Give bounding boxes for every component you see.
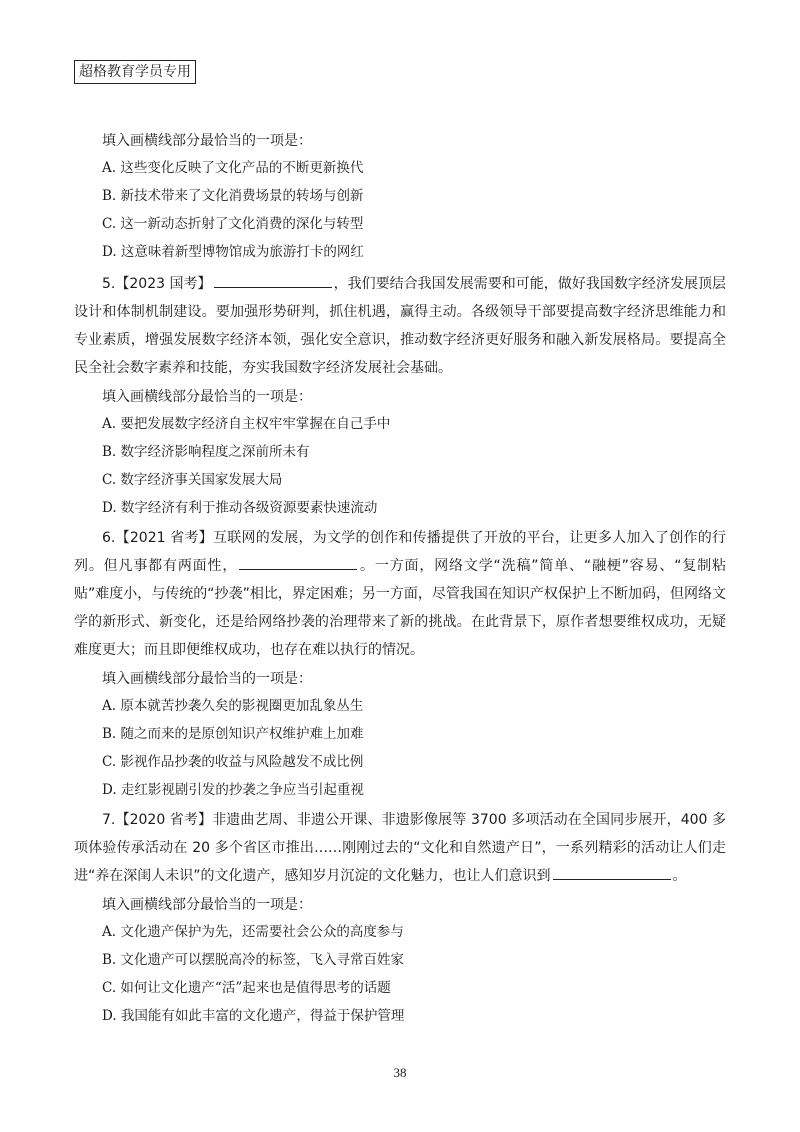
option-a: A. 文化遗产保护为先，还需要社会公众的高度参与 [102,924,404,940]
answer-blank [553,865,671,880]
question-prompt: 填入画横线部分最恰当的一项是： [102,133,312,149]
option-d: D. 这意味着新型博物馆成为旅游打卡的网红 [102,244,364,260]
option-c: C. 如何让文化遗产“活”起来也是值得思考的话题 [102,980,391,996]
question-stem [74,268,726,384]
question-7 [74,804,726,1030]
option-c: C. 数字经济事关国家发展大局 [102,472,283,488]
question-prompt: 填入画横线部分最恰当的一项是： [102,389,312,405]
option-c: C. 这一新动态折射了文化消费的深化与转型 [102,216,364,232]
option-a: A. 原本就苦抄袭久矣的影视圈更加乱象丛生 [102,698,364,714]
question-number: 6. [102,530,116,546]
question-source: 【2020 省考】 [115,812,213,828]
stem-text-after: 。一方面，网络文学“洗稿”简单、“融梗”容易、“复制粘贴”难度小，与传统的“抄袭”相比，界定困难；另一方面，尽管我国在知识产权保护上不断加码，但网络文学的新形式、新变化，还是给网络抄袭的治理带来了新的挑战。在此背景下，原作者想要维权成功，无疑难度更大；而且即便维权成功，也存在难以执行的情况。 [74,558,726,658]
page-content [74,128,726,1030]
question-prompt: 填入画横线部分最恰当的一项是： [102,897,312,913]
stem-text-after: 。 [672,868,687,884]
answer-blank [239,555,357,570]
question-stem [74,804,726,892]
option-c: C. 影视作品抄袭的收益与风险越发不成比例 [102,754,364,770]
stem-text-before: 互联网的发展，为文学的创作和传播提供了开放的平台，让更多人加入了创作的行列。但凡事都有两面性， [74,530,726,574]
option-d: D. 走红影视剧引发的抄袭之争应当引起重视 [102,782,364,798]
question-6 [74,522,726,804]
option-d: D. 我国能有如此丰富的文化遗产，得益于保护管理 [102,1008,405,1024]
option-b: B. 新技术带来了文化消费场景的转场与创新 [102,188,364,204]
option-b: B. 随之而来的是原创知识产权维护难上加难 [102,726,364,742]
question-5 [74,268,726,522]
option-d: D. 数字经济有利于推动各级资源要素快速流动 [102,500,378,516]
answer-blank [214,273,332,288]
question-4 [74,128,726,266]
question-prompt: 填入画横线部分最恰当的一项是： [102,671,312,687]
option-b: B. 文化遗产可以摆脱高冷的标签，飞入寻常百姓家 [102,952,405,968]
option-b: B. 数字经济影响程度之深前所未有 [102,444,310,460]
question-source: 【2023 国考】 [115,276,212,292]
option-a: A. 这些变化反映了文化产品的不断更新换代 [102,160,364,176]
stem-text-before: 非遗曲艺周、非遗公开课、非遗影像展等 3700 多项活动在全国同步展开，400 多项体验传承活动在 20 多个省区市推出……刚刚过去的“文化和自然遗产日”，一系列精彩的活动让人们走进“养在深闺人未识”的文化遗产，感知岁月沉淀的文化魅力，也让人们意识到 [74,812,726,884]
question-source: 【2021 省考】 [115,530,213,546]
option-a: A. 要把发展数字经济自主权牢牢掌握在自己手中 [102,416,391,432]
page-number: 38 [393,1065,407,1080]
question-stem [74,522,726,666]
question-number: 5. [102,276,116,292]
header-tag: 超格教育学员专用 [74,60,196,84]
stem-text: ，我们要结合我国发展需要和可能，做好我国数字经济发展顶层设计和体制机制建设。要加强形势研判，抓住机遇，赢得主动。各级领导干部要提高数字经济思维能力和专业素质，增强发展数字经济本领，强化安全意识，推动数字经济更好服务和融入新发展格局。要提高全民全社会数字素养和技能，夯实我国数字经济发展社会基础。 [74,276,726,376]
question-number: 7. [102,812,116,828]
